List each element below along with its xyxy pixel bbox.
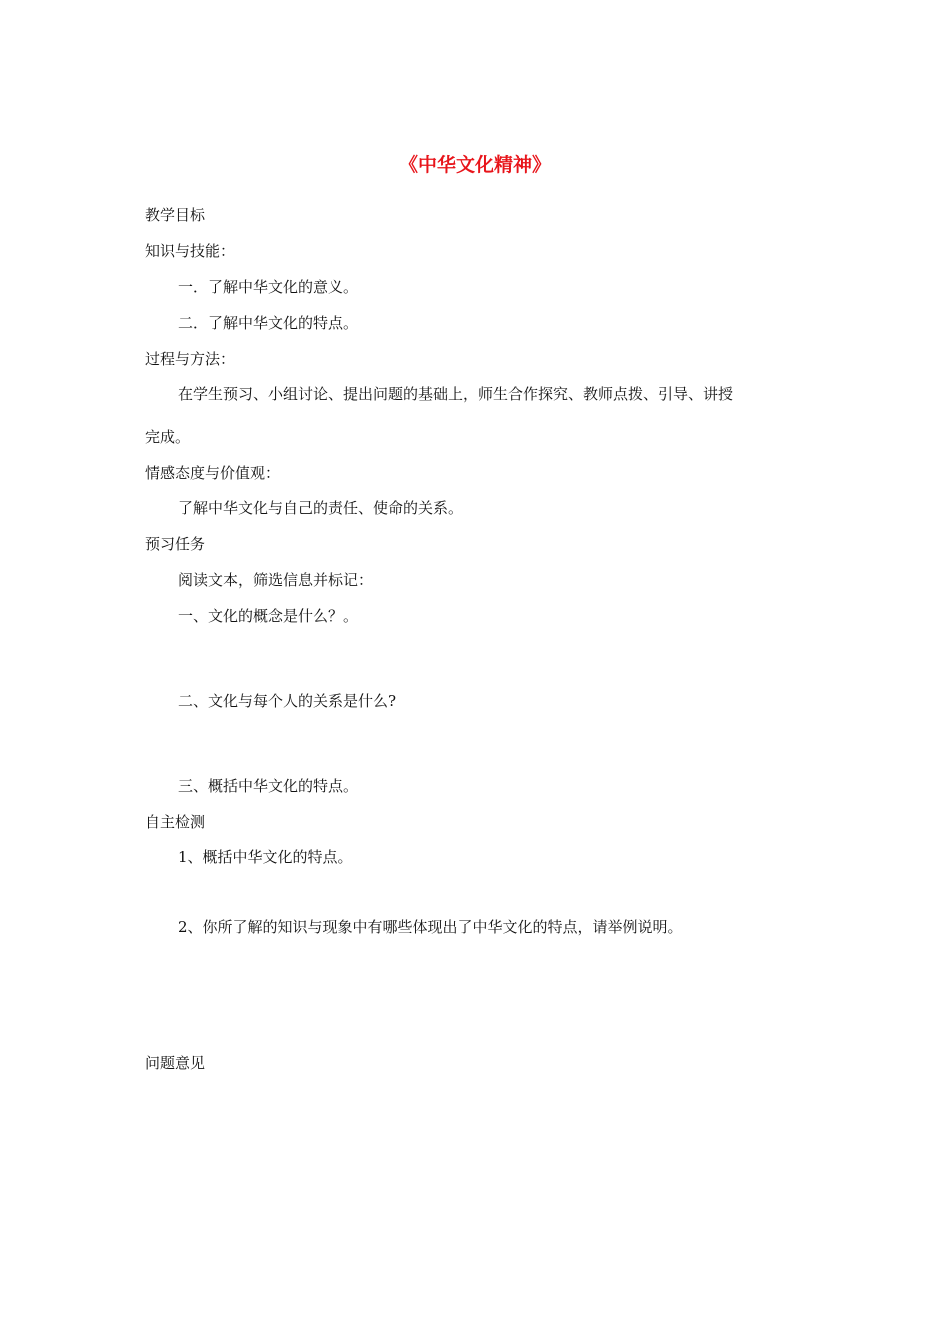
knowledge-item: 一．了解中华文化的意义。 xyxy=(178,278,359,296)
issues-heading: 问题意见 xyxy=(145,1054,206,1072)
emotion-text: 了解中华文化与自己的责任、使命的关系。 xyxy=(178,499,464,517)
process-text-continued: 完成。 xyxy=(145,428,191,446)
self-check-item: 2、你所了解的知识与现象中有哪些体现出了中华文化的特点，请举例说明。 xyxy=(178,918,683,936)
self-check-heading: 自主检测 xyxy=(145,813,206,831)
preview-question: 二、文化与每个人的关系是什么? xyxy=(178,692,397,710)
preview-intro: 阅读文本，筛选信息并标记： xyxy=(178,571,374,589)
objectives-heading: 教学目标 xyxy=(145,206,206,224)
document-title: 《中华文化精神》 xyxy=(398,154,551,176)
knowledge-item: 二．了解中华文化的特点。 xyxy=(178,314,359,332)
preview-question: 一、文化的概念是什么？。 xyxy=(178,607,359,625)
preview-question: 三、概括中华文化的特点。 xyxy=(178,777,359,795)
process-text: 在学生预习、小组讨论、提出问题的基础上，师生合作探究、教师点拨、引导、讲授 xyxy=(178,385,734,403)
preview-heading: 预习任务 xyxy=(145,535,206,553)
process-heading: 过程与方法： xyxy=(145,350,236,368)
emotion-heading: 情感态度与价值观： xyxy=(145,464,281,482)
self-check-item: 1、概括中华文化的特点。 xyxy=(178,848,353,866)
knowledge-heading: 知识与技能： xyxy=(145,242,236,260)
